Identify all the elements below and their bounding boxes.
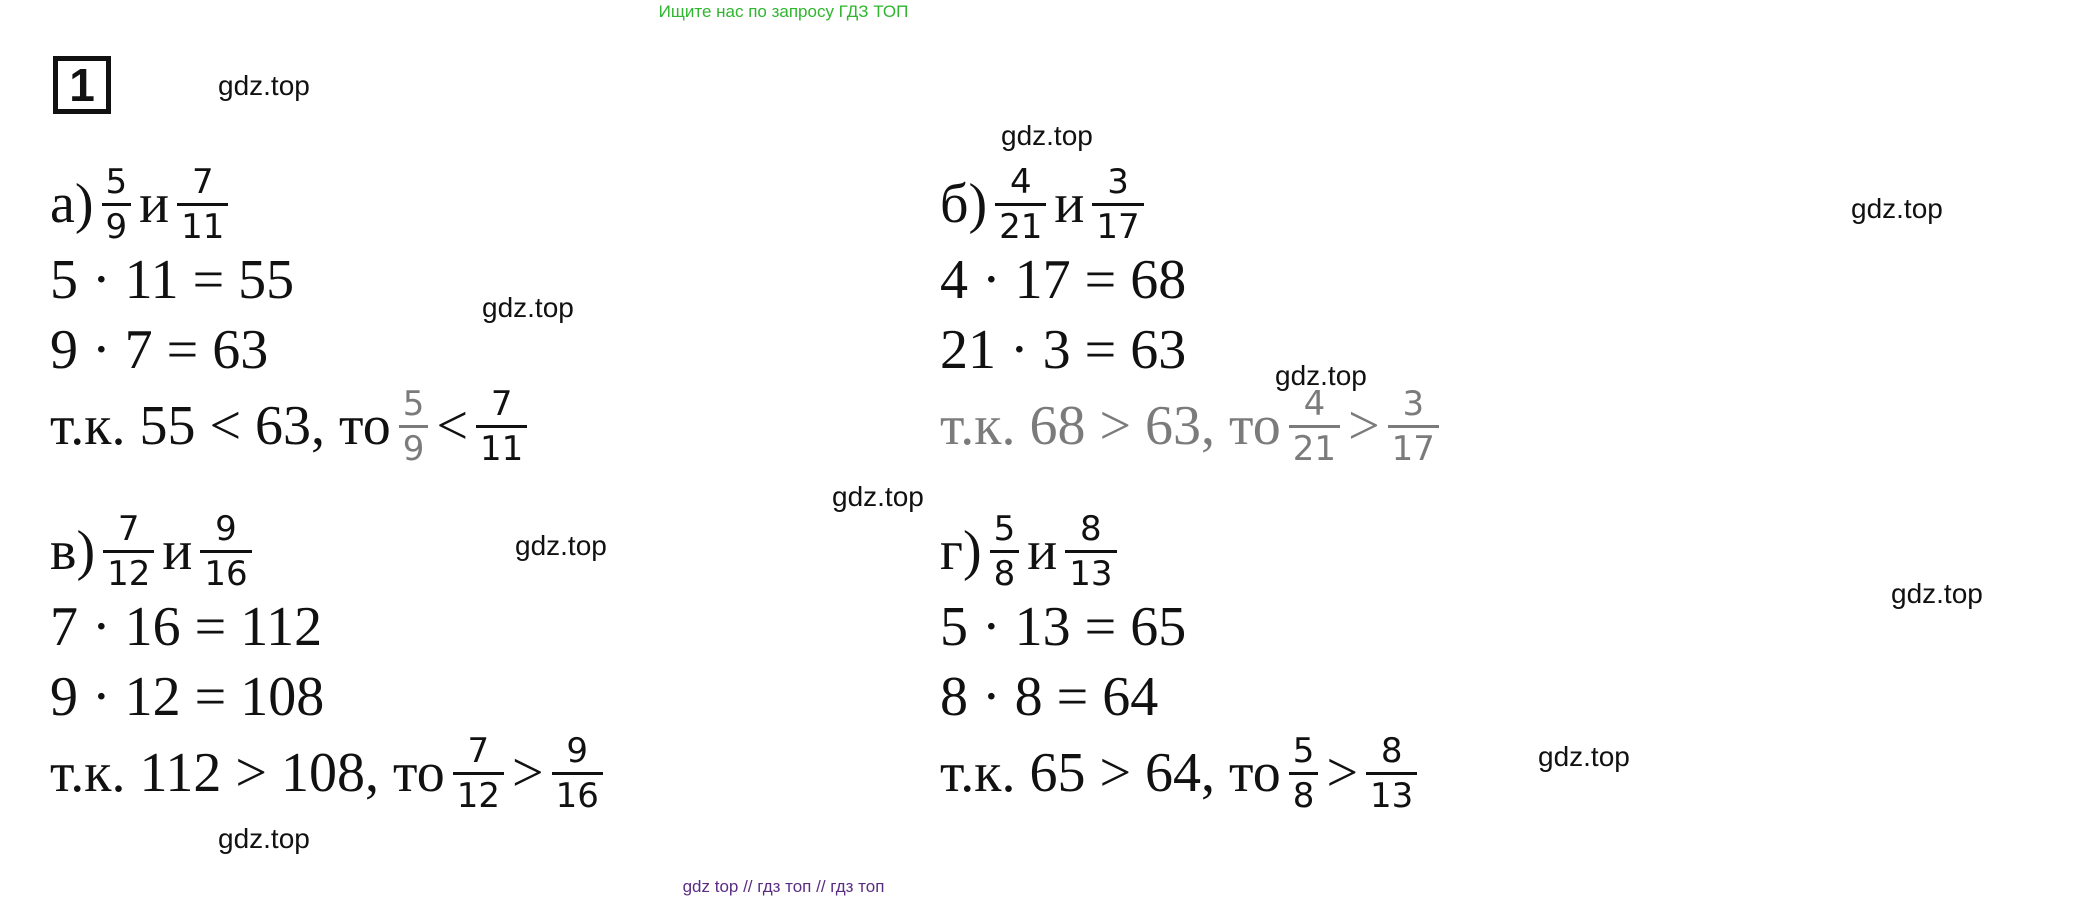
part-b-calc-2: 21 · 3 = 63 xyxy=(940,319,1187,381)
fraction-denominator: 9 xyxy=(102,203,132,246)
part-c-conclusion xyxy=(50,732,870,814)
part-d-calc-1: 5 · 13 = 65 xyxy=(940,596,1187,658)
part-b xyxy=(940,163,1760,467)
watermark: gdz.top xyxy=(1891,578,1983,609)
part-a-conclusion-fraction-2 xyxy=(476,385,527,468)
task-number-box: 1 xyxy=(53,56,111,114)
watermark: gdz.top xyxy=(832,481,924,512)
part-b-conclusion-fraction-1 xyxy=(1289,385,1340,468)
watermark: gdz.top xyxy=(1538,741,1630,772)
fraction-denominator: 13 xyxy=(1065,550,1116,593)
conclusion-text: т.к. 55 < 63, то xyxy=(50,395,391,457)
part-b-conclusion xyxy=(940,385,1760,467)
fraction-numerator: 8 xyxy=(1380,730,1403,771)
comparison-sign: > xyxy=(511,742,544,804)
fraction-numerator: 4 xyxy=(1009,161,1032,202)
fraction-numerator: 7 xyxy=(467,730,490,771)
part-a-calc-2: 9 · 7 = 63 xyxy=(50,319,269,381)
fraction-denominator: 16 xyxy=(200,550,251,593)
fraction-numerator: 7 xyxy=(191,161,214,202)
fraction-denominator: 12 xyxy=(453,772,504,815)
part-a xyxy=(50,163,870,467)
part-c xyxy=(50,510,870,814)
part-d-conjunction: и xyxy=(1027,520,1058,582)
top-search-hint: Ищите нас по запросу ГДЗ ТОП xyxy=(658,2,909,21)
fraction-numerator: 8 xyxy=(1080,508,1102,549)
fraction-numerator: 4 xyxy=(1303,383,1326,424)
part-a-label: а) xyxy=(50,173,94,235)
fraction-denominator: 9 xyxy=(399,425,429,468)
part-b-header xyxy=(940,163,1760,245)
part-d-calc-2: 8 · 8 = 64 xyxy=(940,666,1159,728)
fraction-denominator: 8 xyxy=(1289,772,1319,815)
part-a-conjunction: и xyxy=(139,173,170,235)
fraction-numerator: 9 xyxy=(566,730,589,771)
part-a-conclusion-fraction-1 xyxy=(399,385,429,468)
fraction-numerator: 9 xyxy=(215,508,237,549)
watermark: gdz.top xyxy=(1001,120,1093,151)
part-c-fraction-2 xyxy=(200,510,251,593)
fraction-denominator: 13 xyxy=(1366,772,1417,815)
part-c-conclusion-fraction-2 xyxy=(552,732,603,815)
fraction-numerator: 5 xyxy=(1292,730,1315,771)
part-c-calc-2: 9 · 12 = 108 xyxy=(50,666,325,728)
part-d-fraction-2 xyxy=(1065,510,1116,593)
fraction-numerator: 5 xyxy=(993,508,1016,549)
fraction-denominator: 16 xyxy=(552,772,603,815)
fraction-denominator: 21 xyxy=(995,203,1046,246)
part-d-conclusion-fraction-1 xyxy=(1289,732,1319,815)
part-c-fraction-1 xyxy=(103,510,154,593)
part-c-label: в) xyxy=(50,520,96,582)
watermark: gdz.top xyxy=(482,292,574,323)
part-b-calc-1: 4 · 17 = 68 xyxy=(940,249,1187,311)
part-a-header xyxy=(50,163,870,245)
fraction-numerator: 3 xyxy=(1107,161,1129,202)
comparison-sign: > xyxy=(1348,395,1380,457)
part-a-conclusion xyxy=(50,385,870,467)
comparison-sign: > xyxy=(1326,742,1359,804)
bottom-links-hint: gdz top // гдз топ // гдз топ xyxy=(682,877,885,896)
watermark: gdz.top xyxy=(1851,193,1943,224)
part-d xyxy=(940,510,1760,814)
fraction-denominator: 17 xyxy=(1092,203,1143,246)
watermark: gdz.top xyxy=(515,530,607,561)
part-d-conclusion-fraction-2 xyxy=(1366,732,1417,815)
fraction-numerator: 7 xyxy=(117,508,140,549)
part-d-label: г) xyxy=(940,520,982,582)
fraction-denominator: 21 xyxy=(1289,425,1340,468)
part-b-fraction-1 xyxy=(995,163,1046,246)
part-c-conjunction: и xyxy=(162,520,193,582)
conclusion-text: т.к. 112 > 108, то xyxy=(50,742,445,804)
part-a-fraction-1 xyxy=(102,163,132,246)
fraction-numerator: 7 xyxy=(490,383,513,424)
watermark: gdz.top xyxy=(218,70,310,101)
part-b-conjunction: и xyxy=(1054,173,1085,235)
conclusion-text: т.к. 68 > 63, то xyxy=(940,395,1281,457)
fraction-numerator: 3 xyxy=(1402,383,1425,424)
part-b-label: б) xyxy=(940,173,988,235)
watermark: gdz.top xyxy=(218,823,310,854)
part-d-fraction-1 xyxy=(990,510,1020,593)
conclusion-text: т.к. 65 > 64, то xyxy=(940,742,1281,804)
part-c-conclusion-fraction-1 xyxy=(453,732,504,815)
fraction-numerator: 5 xyxy=(105,161,128,202)
fraction-denominator: 12 xyxy=(103,550,154,593)
watermark: gdz.top xyxy=(1275,360,1367,391)
fraction-numerator: 5 xyxy=(402,383,425,424)
fraction-denominator: 11 xyxy=(476,425,527,468)
fraction-denominator: 8 xyxy=(990,550,1020,593)
part-d-conclusion xyxy=(940,732,1760,814)
part-c-calc-1: 7 · 16 = 112 xyxy=(50,596,323,658)
fraction-denominator: 11 xyxy=(177,203,228,246)
fraction-denominator: 17 xyxy=(1388,425,1439,468)
part-b-conclusion-fraction-2 xyxy=(1388,385,1439,468)
part-b-fraction-2 xyxy=(1092,163,1143,246)
part-d-header xyxy=(940,510,1760,592)
part-a-fraction-2 xyxy=(177,163,228,246)
part-a-calc-1: 5 · 11 = 55 xyxy=(50,249,295,311)
comparison-sign: < xyxy=(436,395,469,457)
part-c-header xyxy=(50,510,870,592)
